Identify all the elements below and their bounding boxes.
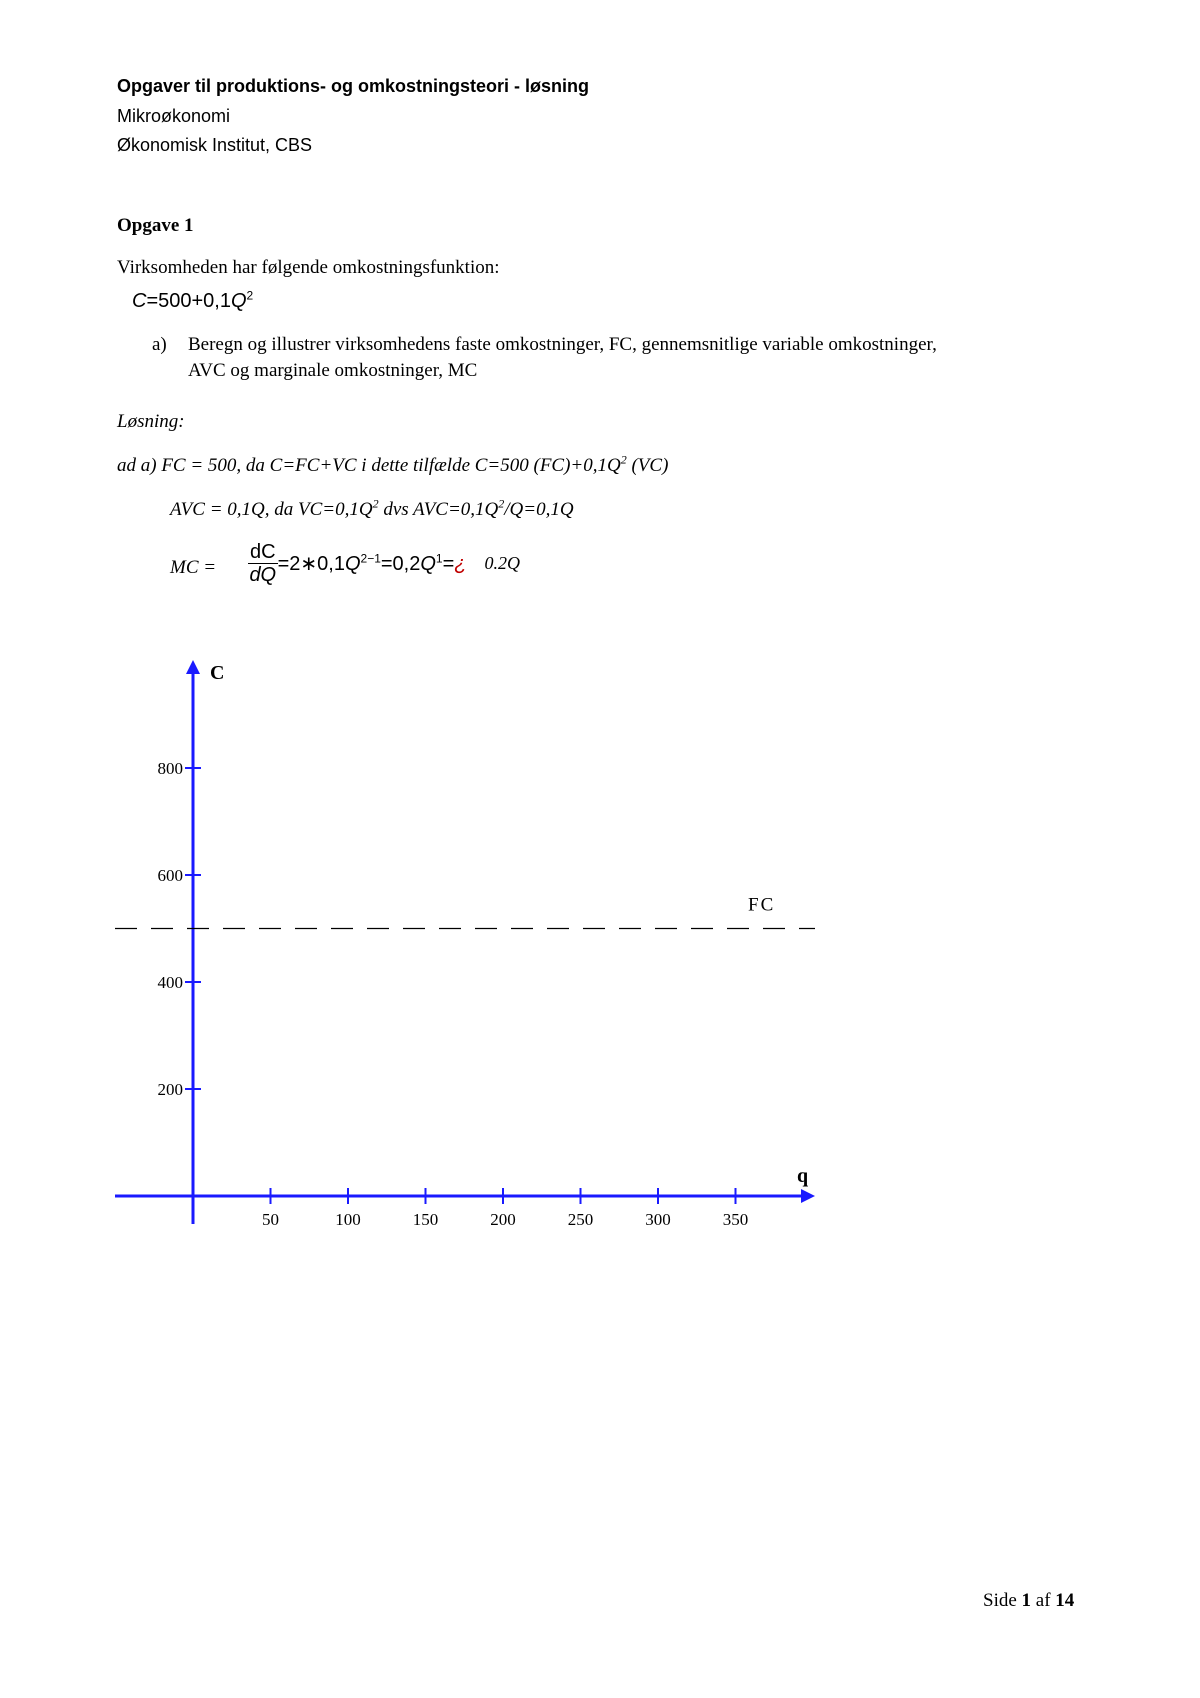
mc-numerator: dC — [250, 541, 276, 563]
x-tick-label-250: 250 — [567, 1210, 594, 1229]
task-intro: Virksomheden har følgende omkostningsfunktion: — [117, 257, 500, 278]
item-a-text-line2: AVC og marginale omkostninger, MC — [188, 360, 478, 381]
mc-result: 0.2Q — [484, 553, 521, 573]
x-tick-label-150: 150 — [412, 1210, 439, 1229]
y-tick-label-200: 200 — [157, 1080, 183, 1099]
item-a-marker: a) — [152, 334, 167, 355]
y-axis-arrow — [186, 660, 200, 674]
y-tick-label-600: 600 — [157, 866, 183, 885]
series-label-fc: FC — [748, 894, 776, 916]
x-axis-arrow — [801, 1189, 815, 1203]
y-tick-label-400: 400 — [157, 973, 183, 992]
y-tick-label-800: 800 — [157, 759, 183, 778]
y-axis-label: C — [210, 662, 225, 684]
mc-denominator: dQ — [249, 564, 277, 586]
document-title: Opgaver til produktions- og omkostningsteori - løsning — [117, 76, 590, 96]
mc-label: MC = — [170, 557, 217, 578]
item-a-text-line1: Beregn og illustrer virksomhedens faste omkostninger, FC, gennemsnitlige variable omkostninger, — [188, 334, 937, 355]
x-tick-label-50: 50 — [262, 1210, 279, 1229]
mc-fraction — [248, 541, 278, 586]
x-tick-label-350: 350 — [722, 1210, 749, 1229]
subject-line: Mikroøkonomi — [117, 106, 231, 126]
cost-function-formula: $C=500+0,1Q^2$ — [132, 288, 254, 312]
mc-render-glitch: ¿ — [454, 553, 467, 575]
avc-solution-line: AVC = 0,1Q, da $VC=0,1Q^2$ dvs $AVC=0,1Q^2/Q=0,1Q$ — [170, 496, 574, 520]
page-number: Side 1 af 14 — [983, 1590, 1075, 1611]
task-heading: Opgave 1 — [117, 215, 194, 236]
x-tick-label-100: 100 — [335, 1210, 361, 1229]
mc-derivation: $\frac{dC}{dQ}$ $=2∗0,1Q^{2-1}=0,2Q^1=¿$ 0.2Q — [249, 541, 521, 586]
x-tick-label-200: 200 — [490, 1210, 516, 1229]
institute-line: Økonomisk Institut, CBS — [117, 135, 313, 155]
solution-label: Løsning: — [117, 411, 185, 432]
fc-solution-line: ad a) FC = 500, da C=FC+VC i dette tilfælde C=500 $(FC)+0,1Q^2$ (VC) — [117, 452, 669, 476]
x-tick-label-300: 300 — [645, 1210, 671, 1229]
x-axis-label: q — [797, 1165, 809, 1187]
